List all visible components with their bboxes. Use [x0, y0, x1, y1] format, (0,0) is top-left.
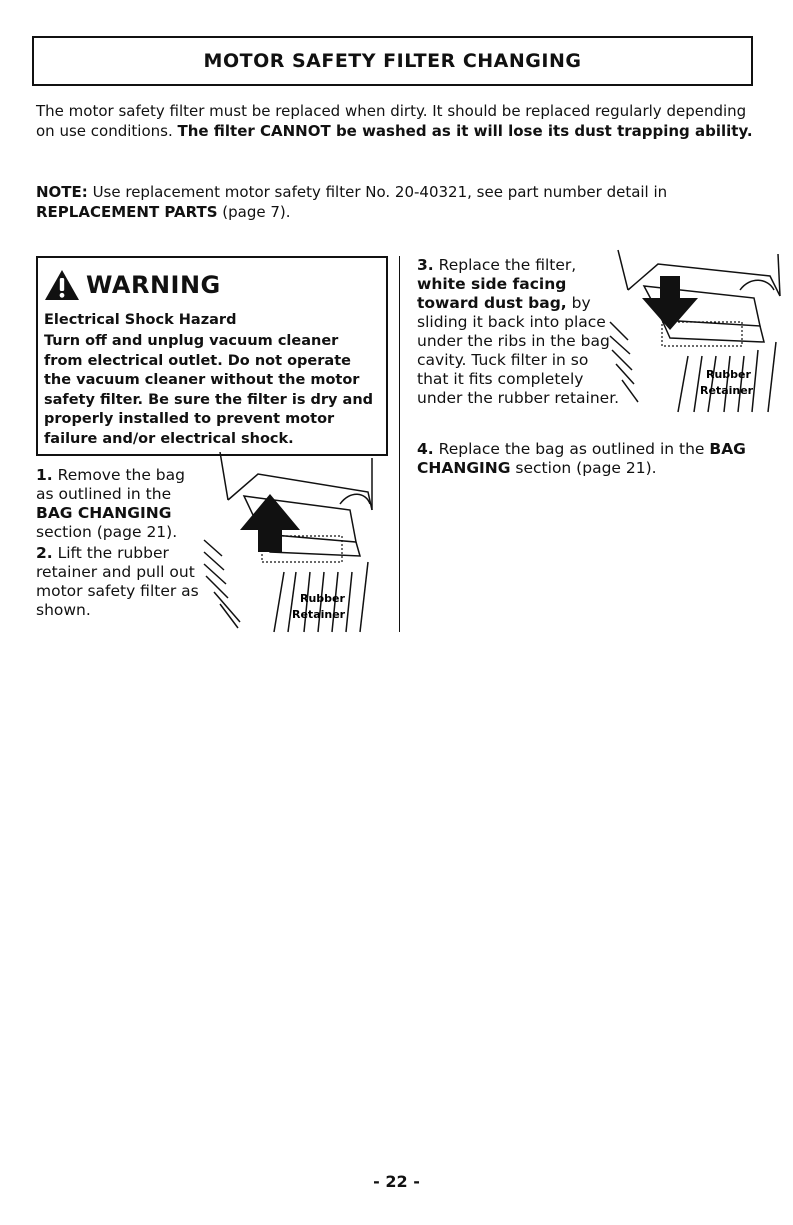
page-number: - 22 -	[373, 1172, 420, 1191]
intro-bold-text: The filter CANNOT be washed as it will lose its dust trapping ability.	[177, 122, 753, 140]
warning-header	[44, 264, 378, 306]
warning-triangle-icon	[44, 269, 80, 301]
step-2-number: 2.	[36, 544, 53, 562]
figure-filter-install	[608, 246, 788, 416]
figure-2-label-rubber: Rubber	[706, 368, 751, 381]
note-bold-text: REPLACEMENT PARTS	[36, 203, 218, 221]
figure-1-label-retainer: Retainer	[292, 608, 346, 621]
step-1-bold: BAG CHANGING	[36, 504, 172, 522]
warning-box	[36, 256, 388, 456]
step-3-text: Replace the filter,	[433, 256, 577, 274]
step-2	[36, 544, 206, 620]
column-divider	[399, 256, 400, 632]
step-1-number: 1.	[36, 466, 53, 484]
note-text-end: (page 7).	[217, 203, 291, 221]
figure-1-label-rubber: Rubber	[300, 592, 345, 605]
step-3-number: 3.	[417, 256, 434, 274]
intro-paragraph	[36, 101, 761, 141]
warning-body: Turn off and unplug vacuum cleaner from electrical outlet. Do not operate the vacuum cleaner without the motor safety filter. Be sure the filter is dry and properly installed to prevent motor failure and/or electrical shock.	[44, 333, 374, 447]
note-paragraph	[36, 182, 761, 222]
warning-title: WARNING	[86, 271, 221, 299]
warning-subtitle: Electrical Shock Hazard	[44, 312, 237, 328]
step-4-number: 4.	[417, 440, 434, 458]
step-1	[36, 466, 206, 542]
step-3	[417, 256, 622, 408]
title-box	[32, 36, 753, 86]
page-title: MOTOR SAFETY FILTER CHANGING	[203, 50, 582, 72]
step-3-bold: white side facing toward dust bag,	[417, 275, 567, 312]
intro-text: The motor safety filter must be replaced when dirty. It should be replaced regularly depending on use conditions.	[36, 102, 747, 140]
step-4-bold: BAG CHANGING	[417, 440, 746, 477]
figure-filter-removal	[200, 452, 380, 634]
step-1-text: Remove the bag as outlined in the	[36, 466, 185, 503]
step-1-text-end: section (page 21).	[36, 523, 178, 541]
step-4-text: Replace the bag as outlined in the	[433, 440, 710, 458]
step-2-text: Lift the rubber retainer and pull out motor safety filter as shown.	[36, 544, 199, 619]
note-label: NOTE:	[36, 183, 88, 201]
figure-2-label-retainer: Retainer	[700, 384, 754, 397]
step-4-text-end: section (page 21).	[510, 459, 657, 477]
note-text: Use replacement motor safety filter No. 20-40321, see part number detail in	[87, 183, 668, 201]
step-3-text-end: by sliding it back into place under the ribs in the bag cavity. Tuck filter in so that it fits completely under the rubber retainer.	[417, 294, 620, 407]
step-4	[417, 440, 767, 478]
